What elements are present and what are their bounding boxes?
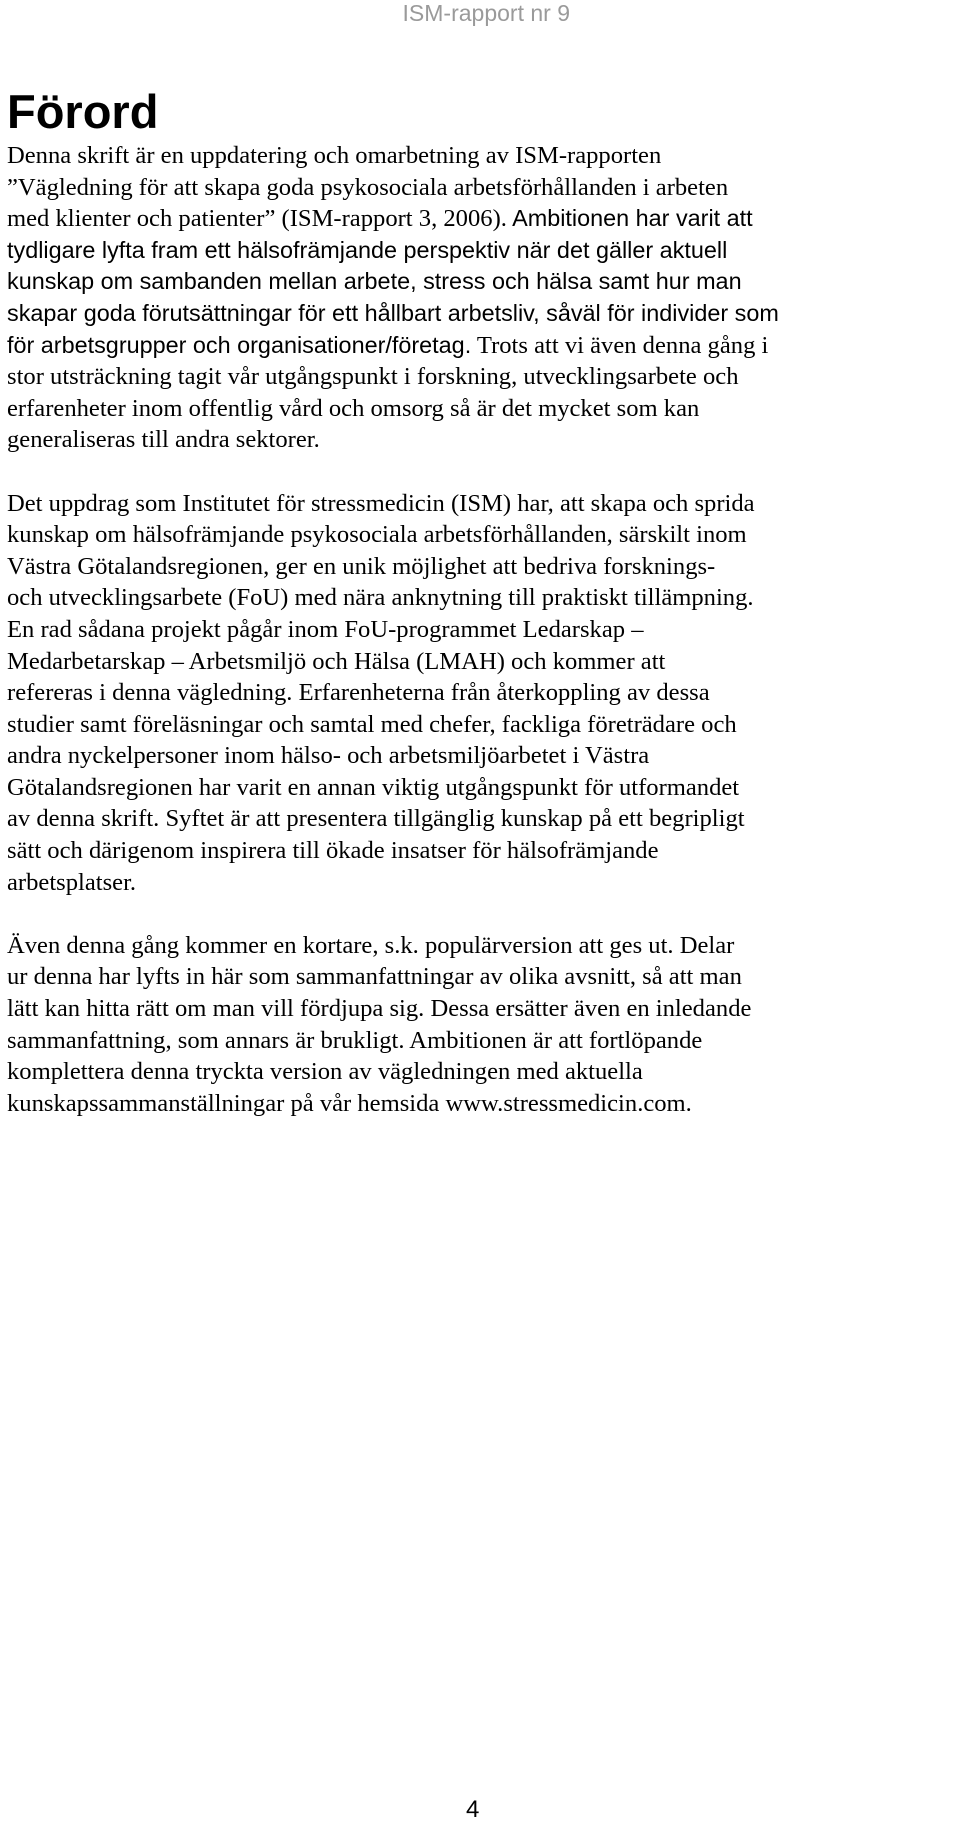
text-segment: kunskapssammanställningar på vår hemsida www.stressmedicin.com. — [7, 1089, 692, 1117]
text-line — [7, 1056, 952, 1088]
text-line — [7, 393, 952, 425]
text-segment: Västra Götalandsregionen, ger en unik möjlighet att bedriva forsknings- — [7, 552, 716, 580]
running-header: ISM-rapport nr 9 — [402, 0, 570, 26]
text-segment: Medarbetarskap – Arbetsmiljö och Hälsa (LMAH) och kommer att — [7, 647, 666, 675]
text-segment: arbetsplatser. — [7, 868, 137, 896]
text-segment: En rad sådana projekt pågår inom FoU-programmet Ledarskap – — [7, 615, 644, 643]
text-line — [7, 614, 952, 646]
text-segment: Götalandsregionen har varit en annan viktig utgångspunkt för utformandet — [7, 773, 740, 801]
text-segment: studier samt föreläsningar och samtal med chefer, fackliga företrädare och — [7, 710, 737, 738]
text-segment: lätt kan hitta rätt om man vill fördjupa sig. Dessa ersätter även en inledande — [7, 995, 752, 1023]
paragraph — [7, 140, 952, 456]
text-segment: kunskap om hälsofrämjande psykosociala arbetsförhållanden, särskilt inom — [7, 521, 747, 549]
text-segment: kunskap om sambanden mellan arbete, stress och hälsa samt hur man — [7, 268, 742, 295]
text-line — [7, 740, 952, 772]
text-segment: Ambitionen har varit att — [506, 205, 753, 232]
text-line — [7, 1025, 952, 1057]
text-line — [7, 1088, 952, 1120]
text-segment: med klienter och patienter” (ISM-rapport 3, 2006). — [7, 205, 507, 233]
text-segment: för arbetsgrupper och organisationer/företag. — [7, 331, 472, 358]
text-segment: erfarenheter inom offentlig vård och omsorg så är det mycket som kan — [7, 394, 700, 422]
text-line — [7, 646, 952, 678]
text-segment: Denna skrift är en uppdatering och omarbetning av ISM-rapporten — [7, 142, 662, 169]
text-segment: Det uppdrag som Institutet för stressmedicin (ISM) har, att skapa och sprida — [7, 489, 755, 517]
document-body — [7, 140, 952, 1119]
page-number: 4 — [466, 1796, 480, 1823]
text-line — [7, 803, 952, 835]
text-line — [7, 361, 952, 393]
text-line — [7, 709, 952, 741]
text-line — [7, 551, 952, 583]
text-line — [7, 961, 952, 993]
text-segment: refereras i denna vägledning. Erfarenheterna från återkoppling av dessa — [7, 679, 710, 707]
text-segment: komplettera denna tryckta version av vägledningen med aktuella — [7, 1058, 643, 1086]
text-segment: sammanfattning, som annars är brukligt. Ambitionen är att fortlöpande — [7, 1026, 703, 1054]
text-line — [7, 203, 952, 235]
text-segment: tydligare lyfta fram ett hälsofrämjande perspektiv när det gäller aktuell — [7, 236, 728, 263]
text-line — [7, 266, 952, 298]
text-segment: skapar goda förutsättningar för ett hållbart arbetsliv, såväl för individer som — [7, 299, 779, 326]
text-line — [7, 235, 952, 267]
text-line — [7, 677, 952, 709]
text-segment: stor utsträckning tagit vår utgångspunkt i forskning, utvecklingsarbete och — [7, 363, 739, 391]
text-segment: Även denna gång kommer en kortare, s.k. populärversion att ges ut. Delar — [7, 931, 735, 959]
text-line — [7, 993, 952, 1025]
text-line — [7, 330, 952, 362]
text-segment: generaliseras till andra sektorer. — [7, 426, 320, 454]
text-segment: ur denna har lyfts in här som sammanfattningar av olika avsnitt, så att man — [7, 963, 742, 991]
text-line — [7, 930, 952, 962]
page-title: Förord — [7, 85, 159, 138]
paragraph — [7, 488, 952, 899]
text-segment: andra nyckelpersoner inom hälso- och arbetsmiljöarbetet i Västra — [7, 742, 650, 770]
text-line — [7, 519, 952, 551]
text-line — [7, 867, 952, 899]
text-line — [7, 835, 952, 867]
text-line — [7, 172, 952, 204]
text-segment: och utvecklingsarbete (FoU) med nära anknytning till praktiskt tillämpning. — [7, 584, 754, 612]
text-line — [7, 582, 952, 614]
text-line — [7, 772, 952, 804]
paragraph — [7, 930, 952, 1120]
text-segment: Trots att vi även denna gång i — [471, 331, 769, 359]
text-line — [7, 298, 952, 330]
text-segment: sätt och därigenom inspirera till ökade insatser för hälsofrämjande — [7, 837, 659, 865]
text-segment: ”Vägledning för att skapa goda psykosociala arbetsförhållanden i arbeten — [7, 173, 729, 201]
text-segment: av denna skrift. Syftet är att presentera tillgänglig kunskap på ett begripligt — [7, 805, 745, 833]
text-line — [7, 424, 952, 456]
text-line — [7, 488, 952, 520]
text-line — [7, 140, 952, 172]
